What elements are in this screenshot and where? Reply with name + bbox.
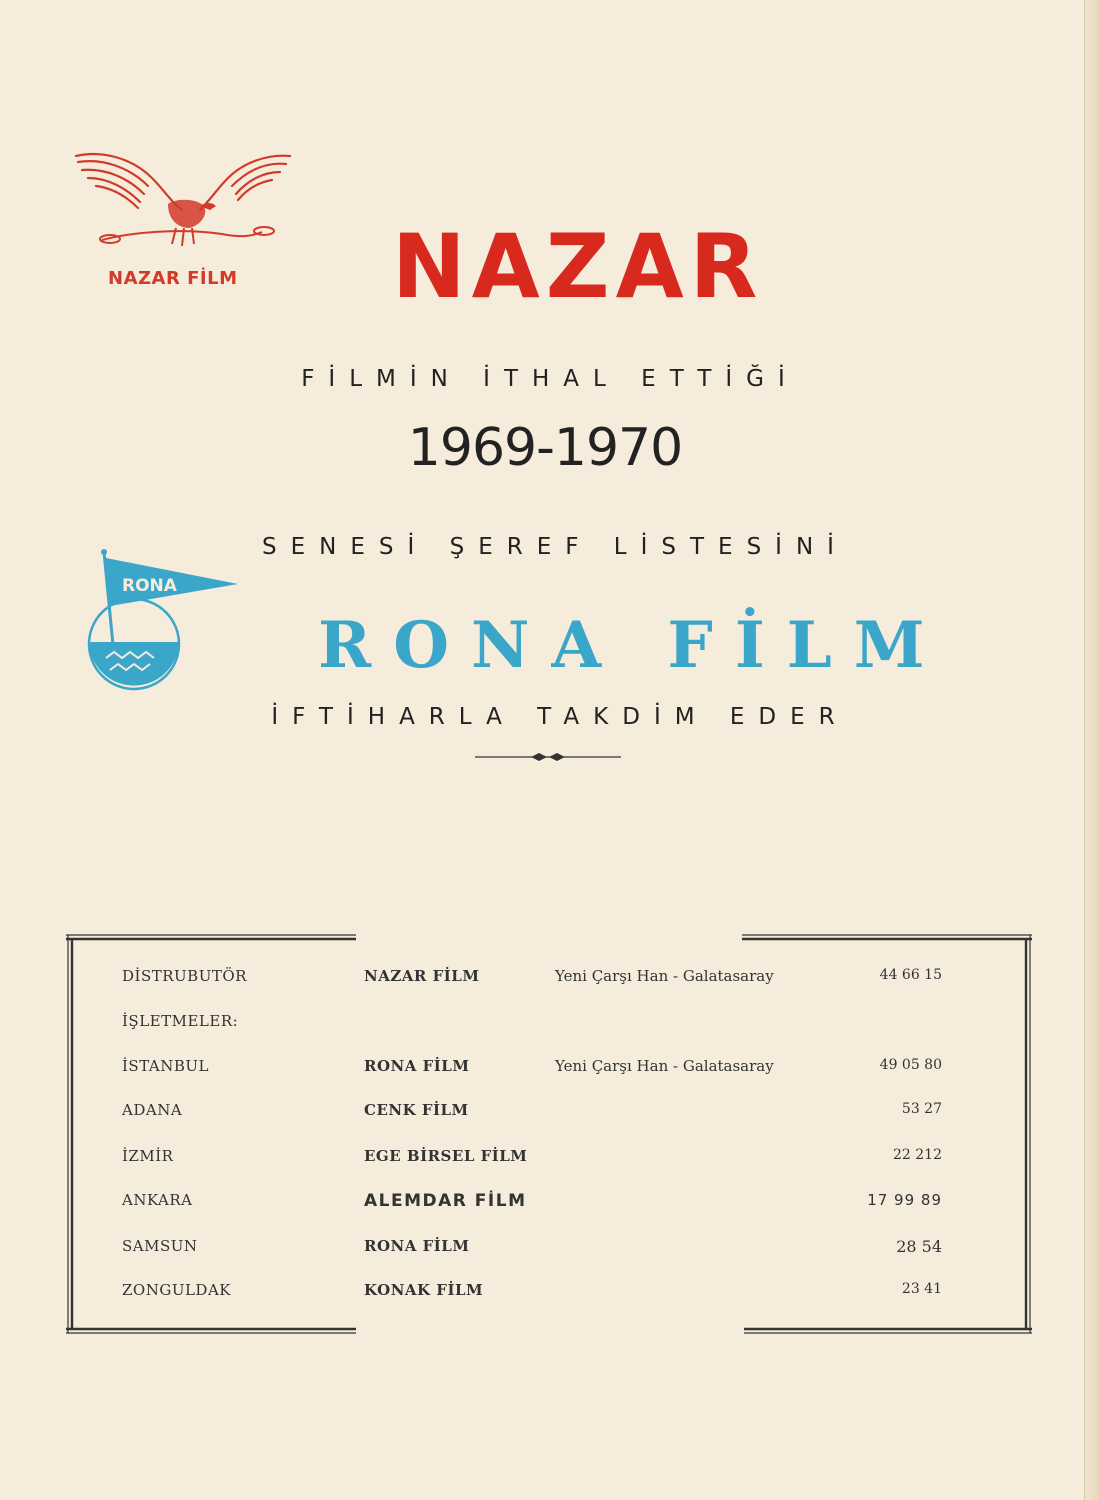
rona-film-title: RONA FİLM [318,608,947,683]
table-row [66,1191,1032,1215]
intro-line-3: İFTİHARLA TAKDİM EDER [271,704,849,730]
row-firm: ALEMDAR FİLM [364,1191,527,1211]
nazar-film-logo-caption: NAZAR FİLM [108,268,238,289]
page-edge [1084,0,1099,1500]
row-city: ADANA [122,1101,183,1119]
row-city: İSTANBUL [122,1057,209,1075]
row-address: Yeni Çarşı Han - Galatasaray [555,1057,774,1075]
row-phone: 17 99 89 [867,1191,942,1209]
row-phone: 49 05 80 [879,1057,942,1073]
row-address: Yeni Çarşı Han - Galatasaray [555,967,774,985]
row-firm: KONAK FİLM [364,1281,484,1299]
table-border [66,933,1032,1335]
row-firm: NAZAR FİLM [364,967,480,985]
row-city: İZMİR [122,1147,174,1165]
row-phone: 53 27 [901,1101,942,1117]
row-city: SAMSUN [122,1237,198,1255]
row-firm: CENK FİLM [364,1101,469,1119]
table-row [66,1012,1032,1036]
row-phone: 44 66 15 [879,967,942,983]
distributors-table [66,933,1032,1335]
eagle-logo-icon [72,148,294,258]
rona-flag-text: RONA [122,576,177,596]
intro-line-1: FİLMİN İTHAL ETTİĞİ [301,366,799,392]
season-years: 1969-1970 [407,418,683,478]
row-city: DİSTRUBUTÖR [122,967,247,985]
row-city: ZONGULDAK [122,1281,231,1299]
row-phone: 23 41 [901,1281,942,1297]
row-firm: EGE BİRSEL FİLM [364,1147,528,1165]
rona-pennant-logo-icon [86,546,246,694]
row-firm: RONA FİLM [364,1237,470,1255]
table-row [66,1281,1032,1305]
divider-ornament-icon [475,750,621,764]
nazar-title: NAZAR [392,215,764,318]
table-row [66,1101,1032,1125]
row-city: ANKARA [122,1191,193,1209]
table-row [66,1147,1032,1171]
table-row [66,1057,1032,1081]
intro-line-2: SENESİ ŞEREF LİSTESİNİ [262,534,848,560]
row-phone: 22 212 [893,1147,942,1163]
table-row [66,1237,1032,1261]
row-city: İŞLETMELER: [122,1012,239,1030]
table-row [66,967,1032,991]
row-firm: RONA FİLM [364,1057,470,1075]
row-phone: 28 54 [896,1237,942,1256]
